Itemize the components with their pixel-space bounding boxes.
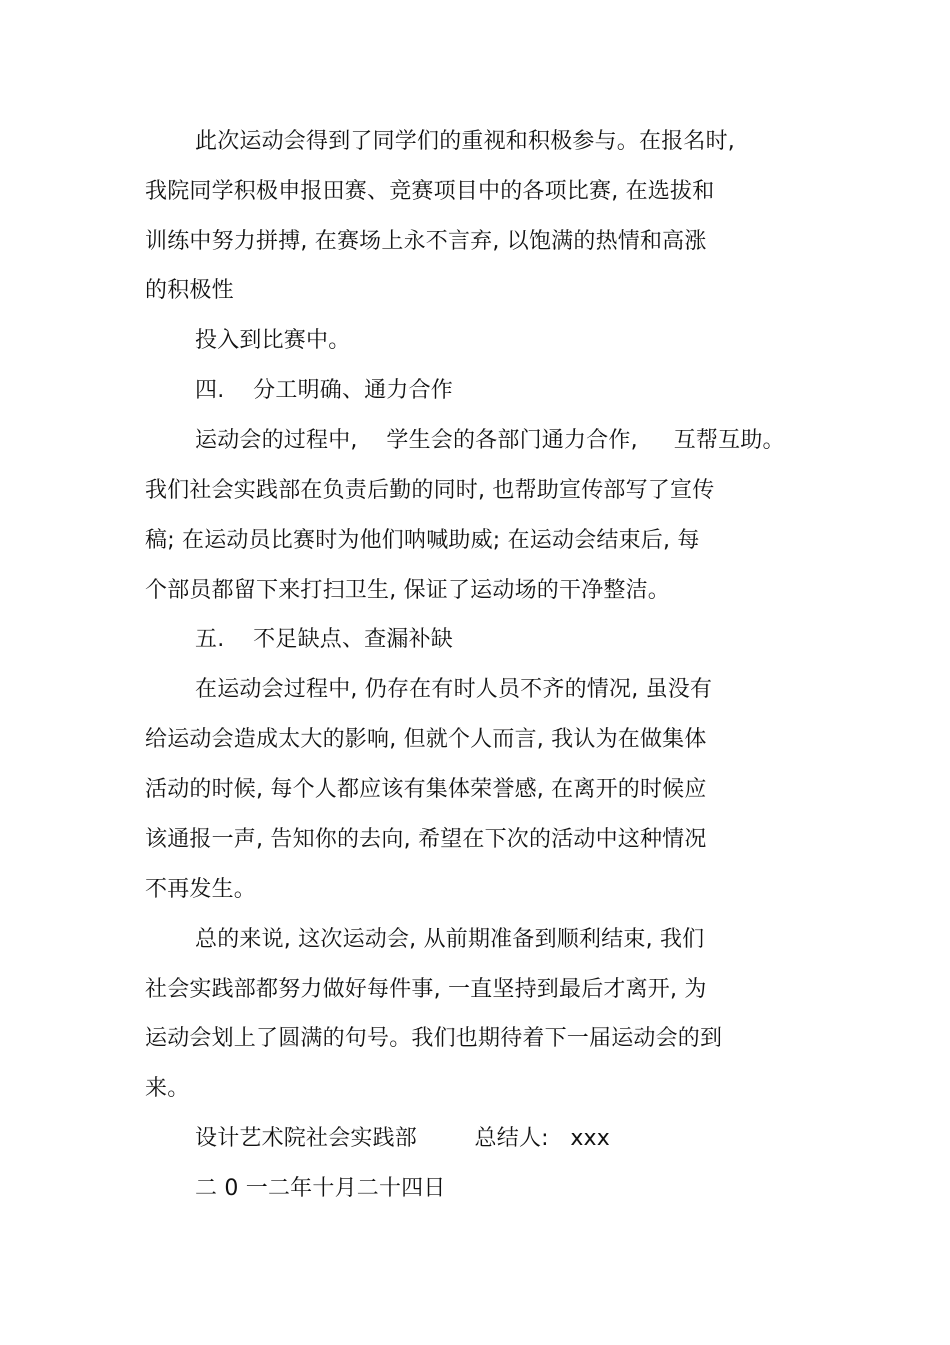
paragraph-line: 社会实践部都努力做好每件事, 一直坚持到最后才离开, 为	[145, 977, 707, 1002]
paragraph-line: 稿; 在运动员比赛时为他们呐喊助威; 在运动会结束后, 每	[145, 528, 700, 553]
paragraph-line: 给运动会造成太大的影响, 但就个人而言, 我认为在做集体	[145, 727, 707, 752]
paragraph-line: 在运动会过程中, 仍存在有时人员不齐的情况, 虽没有	[195, 677, 713, 702]
paragraph-line: 我院同学积极申报田赛、竞赛项目中的各项比赛, 在选拔和	[145, 179, 715, 204]
paragraph-line: 活动的时候, 每个人都应该有集体荣誉感, 在离开的时候应	[145, 777, 707, 802]
paragraph-line: 运动会的过程中, 学生会的各部门通力合作, 互帮互助。	[195, 428, 785, 453]
paragraph-line: 我们社会实践部在负责后勤的同时, 也帮助宣传部写了宣传	[145, 478, 715, 503]
paragraph-line: 此次运动会得到了同学们的重视和积极参与。在报名时,	[195, 129, 735, 154]
signature-line: 设计艺术院社会实践部 总结人: xxx	[195, 1126, 610, 1151]
paragraph-line: 不再发生。	[145, 877, 257, 902]
section-heading-five: 五. 不足缺点、查漏补缺	[195, 627, 453, 652]
date-line: 二 0 一二年十月二十四日	[195, 1176, 446, 1201]
paragraph-line: 投入到比赛中。	[195, 328, 351, 353]
paragraph-line: 训练中努力拼搏, 在赛场上永不言弃, 以饱满的热情和高涨	[145, 229, 707, 254]
paragraph-line: 个部员都留下来打扫卫生, 保证了运动场的干净整洁。	[145, 578, 670, 603]
paragraph-line: 来。	[145, 1076, 190, 1101]
paragraph-line: 总的来说, 这次运动会, 从前期准备到顺利结束, 我们	[195, 927, 705, 952]
section-heading-four: 四. 分工明确、通力合作	[195, 378, 453, 403]
paragraph-line: 运动会划上了圆满的句号。我们也期待着下一届运动会的到	[145, 1026, 723, 1051]
paragraph-line: 的积极性	[145, 278, 234, 303]
paragraph-line: 该通报一声, 告知你的去向, 希望在下次的活动中这种情况	[145, 827, 707, 852]
